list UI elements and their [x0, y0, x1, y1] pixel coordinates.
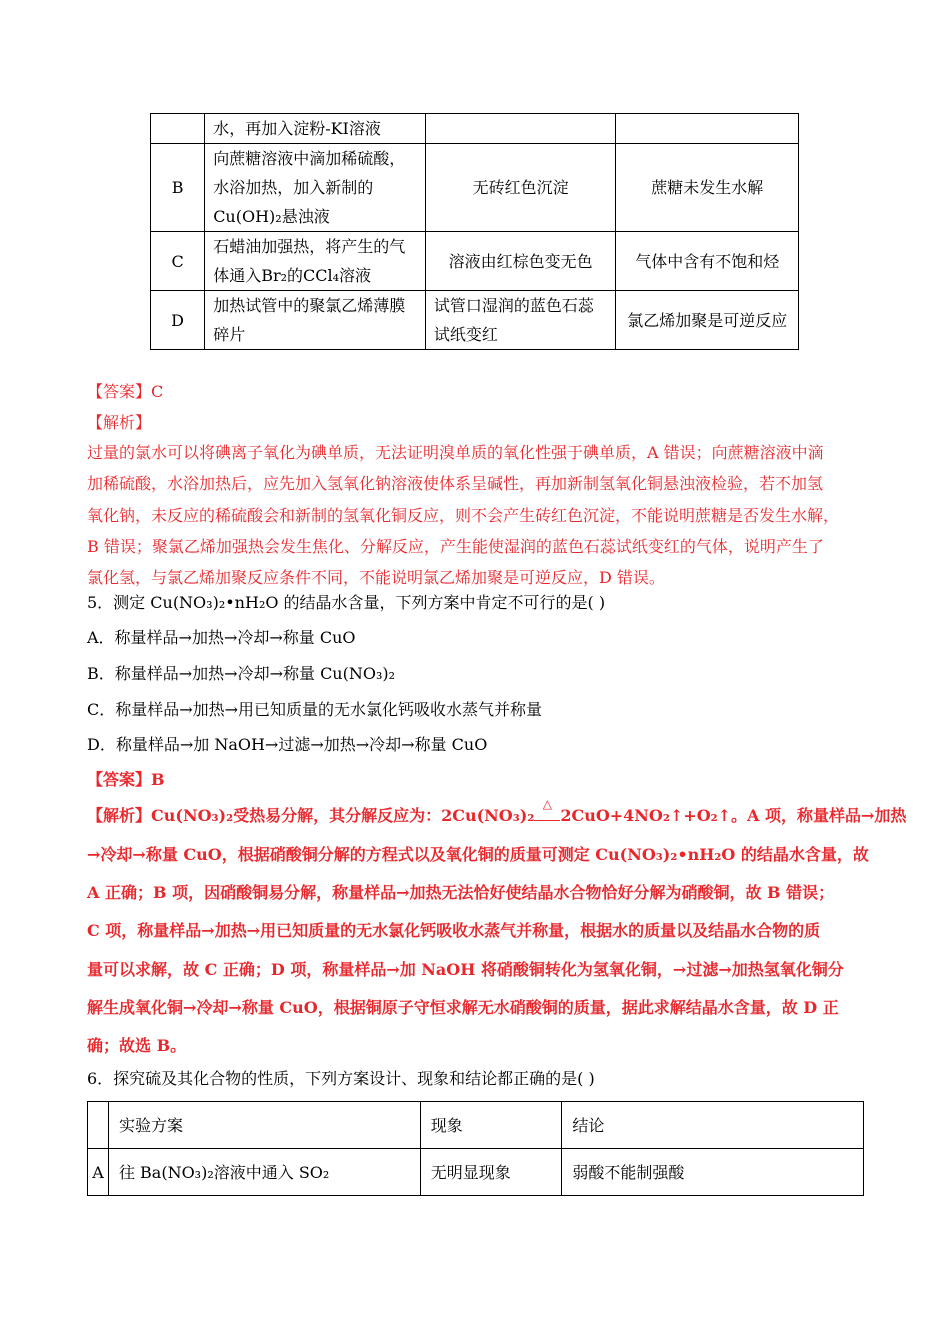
- q5-analysis-text: →冷却→称量 CuO，根据硝酸铜分解的方程式以及氧化铜的质量可测定 Cu(NO₃)₂•nH₂O 的结晶水含量，故 A 正确；B 项，因硝酸铜易分解，称量样品→加热无法恰好使结晶水合物恰好分解为硝酸铜，故 B 错误； C 项，称量样品→加热→用已知质量的无水氯化钙吸收水蒸气并称量，根据水的质量以及结晶水合物的质 量可以求解，故 C 正确；D 项，称量样品→加 NaOH 将硝酸铜转化为氢氧化铜，→过滤→加热氢氧化铜分 解生成氧化铜→冷却→称量 CuO，根据铜原子守恒求解无水硝酸铜的质量，据此求解结晶水含量，故 D 正 确；故选 B。: [87, 845, 869, 1056]
- option-plan: 加热试管中的聚氯乙烯薄膜 碎片: [205, 291, 426, 350]
- option-phenomenon: 无砖红色沉淀: [425, 144, 616, 232]
- q6-question: 6．探究硫及其化合物的性质，下列方案设计、现象和结论都正确的是( ): [87, 1069, 595, 1088]
- option-conclusion: 氯乙烯加聚是可逆反应: [616, 291, 799, 350]
- option-phenomenon: 试管口湿润的蓝色石蕊试纸变红: [425, 291, 616, 350]
- table-row: [88, 1149, 864, 1196]
- option-conclusion: 弱酸不能制强酸: [562, 1149, 864, 1196]
- q5-analysis-first-line: 【解析】Cu(NO₃)₂受热易分解，其分解反应为：2Cu(NO₃)₂ △ 2CuO+4NO₂↑+O₂↑。A 项，称量样品→加热: [87, 801, 906, 831]
- option-phenomenon: 溶液由红棕色变无色: [425, 232, 616, 291]
- heat-triangle-icon: △: [534, 801, 560, 831]
- option-label: B: [151, 144, 205, 232]
- option-label: C: [151, 232, 205, 291]
- q4-answer: 【答案】C: [87, 382, 164, 401]
- q5-answer: 【答案】B: [87, 770, 165, 789]
- table-row: [151, 114, 799, 144]
- question6-table: [87, 1101, 864, 1196]
- q5-option-d: D．称量样品→加 NaOH→过滤→加热→冷却→称量 CuO: [87, 735, 488, 754]
- column-header: 结论: [562, 1102, 864, 1149]
- q4-analysis-label: 【解析】: [87, 413, 152, 432]
- option-plan: 石蜡油加强热，将产生的气 体通入Br₂的CCl₄溶液: [205, 232, 426, 291]
- q5-option-a: A．称量样品→加热→冷却→称量 CuO: [87, 628, 356, 647]
- option-phenomenon: 无明显现象: [420, 1149, 562, 1196]
- table-row: [151, 232, 799, 291]
- table-row: [151, 144, 799, 232]
- option-label: A: [88, 1149, 109, 1196]
- table-header-row: [88, 1102, 864, 1149]
- q5-question: 5．测定 Cu(NO₃)₂•nH₂O 的结晶水含量，下列方案中肯定不可行的是( ): [87, 593, 606, 612]
- option-phenomenon: [425, 114, 616, 144]
- option-plan: 往 Ba(NO₃)₂溶液中通入 SO₂: [108, 1149, 420, 1196]
- option-label: D: [151, 291, 205, 350]
- option-conclusion: [616, 114, 799, 144]
- option-conclusion: 蔗糖未发生水解: [616, 144, 799, 232]
- option-plan: 向蔗糖溶液中滴加稀硫酸， 水浴加热，加入新制的 Cu(OH)₂悬浊液: [205, 144, 426, 232]
- table-row: [151, 291, 799, 350]
- q4-analysis-text: 过量的氯水可以将碘离子氧化为碘单质，无法证明溴单质的氧化性强于碘单质，A 错误；向蔗糖溶液中滴 加稀硫酸，水浴加热后，应先加入氢氧化钠溶液使体系呈碱性，再加新制氢氧化铜悬浊液检验，若不加氢 氧化钠，未反应的稀硫酸会和新制的氢氧化铜反应，则不会产生砖红色沉淀，不能说明蔗糖是否发生水解， B 错误；聚氯乙烯加强热会发生焦化、分解反应，产生能使湿润的蓝色石蕊试纸变红的气体，说明产生了 氯化氢，与氯乙烯加聚反应条件不同，不能说明氯乙烯加聚是可逆反应，D 错误。: [87, 443, 840, 588]
- option-plan: 水，再加入淀粉-KI溶液: [205, 114, 426, 144]
- option-conclusion: 气体中含有不饱和烃: [616, 232, 799, 291]
- option-label: [151, 114, 205, 144]
- column-header: 实验方案: [108, 1102, 420, 1149]
- q5-option-c: C．称量样品→加热→用已知质量的无水氯化钙吸收水蒸气并称量: [87, 700, 543, 719]
- column-header: [88, 1102, 109, 1149]
- q5-option-b: B．称量样品→加热→冷却→称量 Cu(NO₃)₂: [87, 664, 396, 683]
- column-header: 现象: [420, 1102, 562, 1149]
- question4-options-table: [150, 113, 799, 350]
